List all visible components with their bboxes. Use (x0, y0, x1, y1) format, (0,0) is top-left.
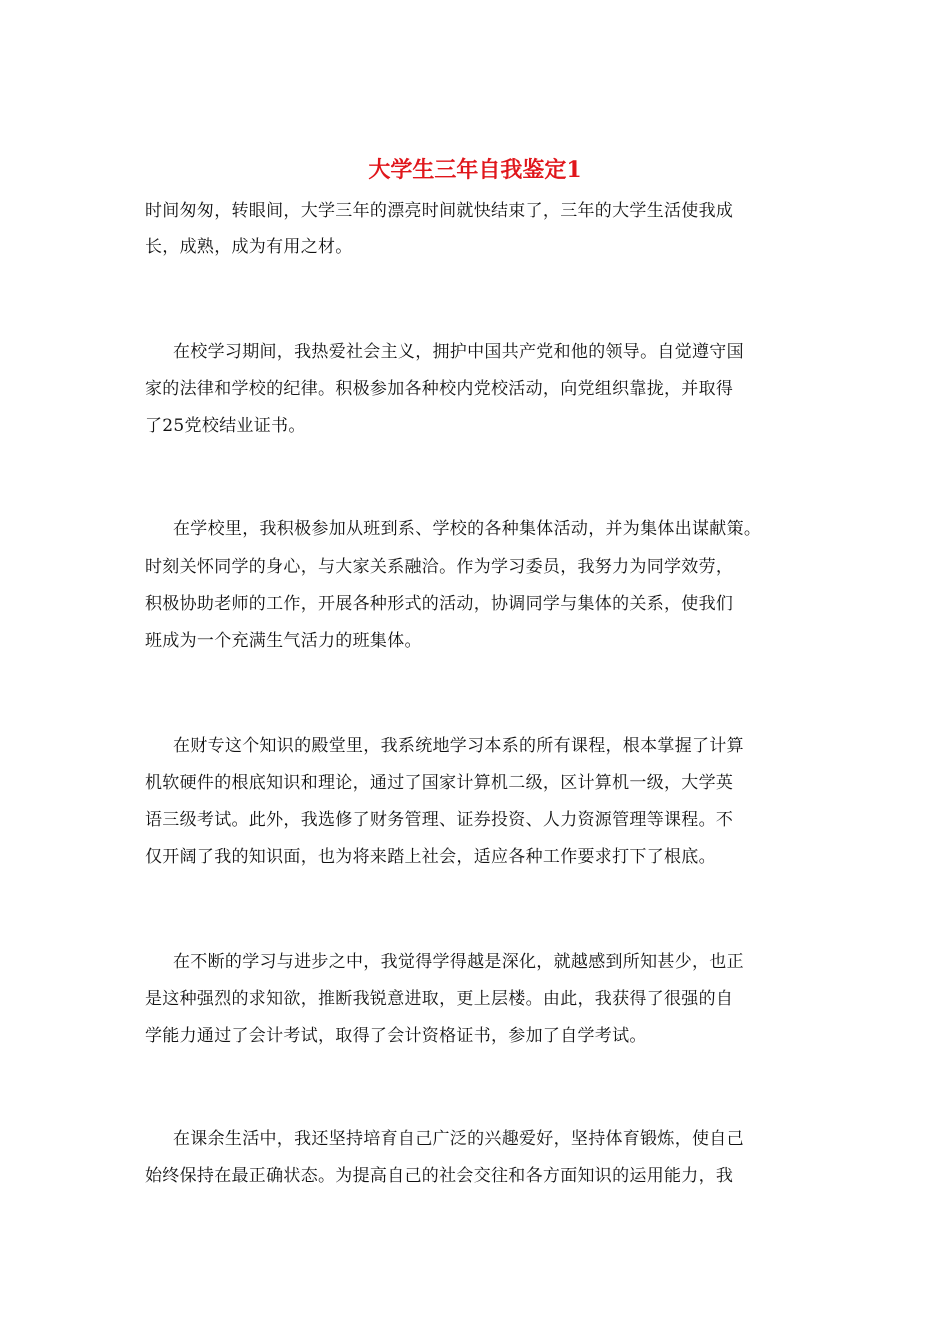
paragraph-line: 仅开阔了我的知识面，也为将来踏上社会，适应各种工作要求打下了根底。 (145, 847, 716, 867)
paragraph-line: 语三级考试。此外，我选修了财务管理、证券投资、人力资源管理等课程。不 (145, 810, 734, 830)
paragraph-line: 在校学习期间，我热爱社会主义，拥护中国共产党和他的领导。自觉遵守国 (173, 342, 744, 362)
paragraph-line: 长，成熟，成为有用之材。 (145, 237, 353, 257)
paragraph-line: 家的法律和学校的纪律。积极参加各种校内党校活动，向党组织靠拢，并取得 (145, 379, 734, 399)
paragraph-line: 是这种强烈的求知欲，推断我锐意进取，更上层楼。由此，我获得了很强的自 (145, 989, 734, 1009)
paragraph-line: 在学校里，我积极参加从班到系、学校的各种集体活动，并为集体出谋献策。 (173, 519, 762, 539)
paragraph-line: 在课余生活中，我还坚持培育自己广泛的兴趣爱好，坚持体育锻炼，使自己 (173, 1129, 744, 1149)
document-title: 大学生三年自我鉴定1 (368, 157, 582, 183)
paragraph-line: 始终保持在最正确状态。为提高自己的社会交往和各方面知识的运用能力，我 (145, 1166, 734, 1186)
paragraph-line: 积极协助老师的工作，开展各种形式的活动，协调同学与集体的关系，使我们 (145, 594, 734, 614)
paragraph-line: 在不断的学习与进步之中，我觉得学得越是深化，就越感到所知甚少，也正 (173, 952, 744, 972)
paragraph-line: 了25党校结业证书。 (145, 416, 306, 436)
paragraph-line: 在财专这个知识的殿堂里，我系统地学习本系的所有课程，根本掌握了计算 (173, 736, 744, 756)
paragraph-line: 机软硬件的根底知识和理论，通过了国家计算机二级，区计算机一级，大学英 (145, 773, 734, 793)
paragraph-line: 学能力通过了会计考试，取得了会计资格证书，参加了自学考试。 (145, 1026, 647, 1046)
paragraph-line: 时间匆匆，转眼间，大学三年的漂亮时间就快结束了，三年的大学生活使我成 (145, 201, 734, 221)
paragraph-line: 班成为一个充满生气活力的班集体。 (145, 631, 422, 651)
paragraph-line: 时刻关怀同学的身心，与大家关系融洽。作为学习委员，我努力为同学效劳， (145, 557, 734, 577)
